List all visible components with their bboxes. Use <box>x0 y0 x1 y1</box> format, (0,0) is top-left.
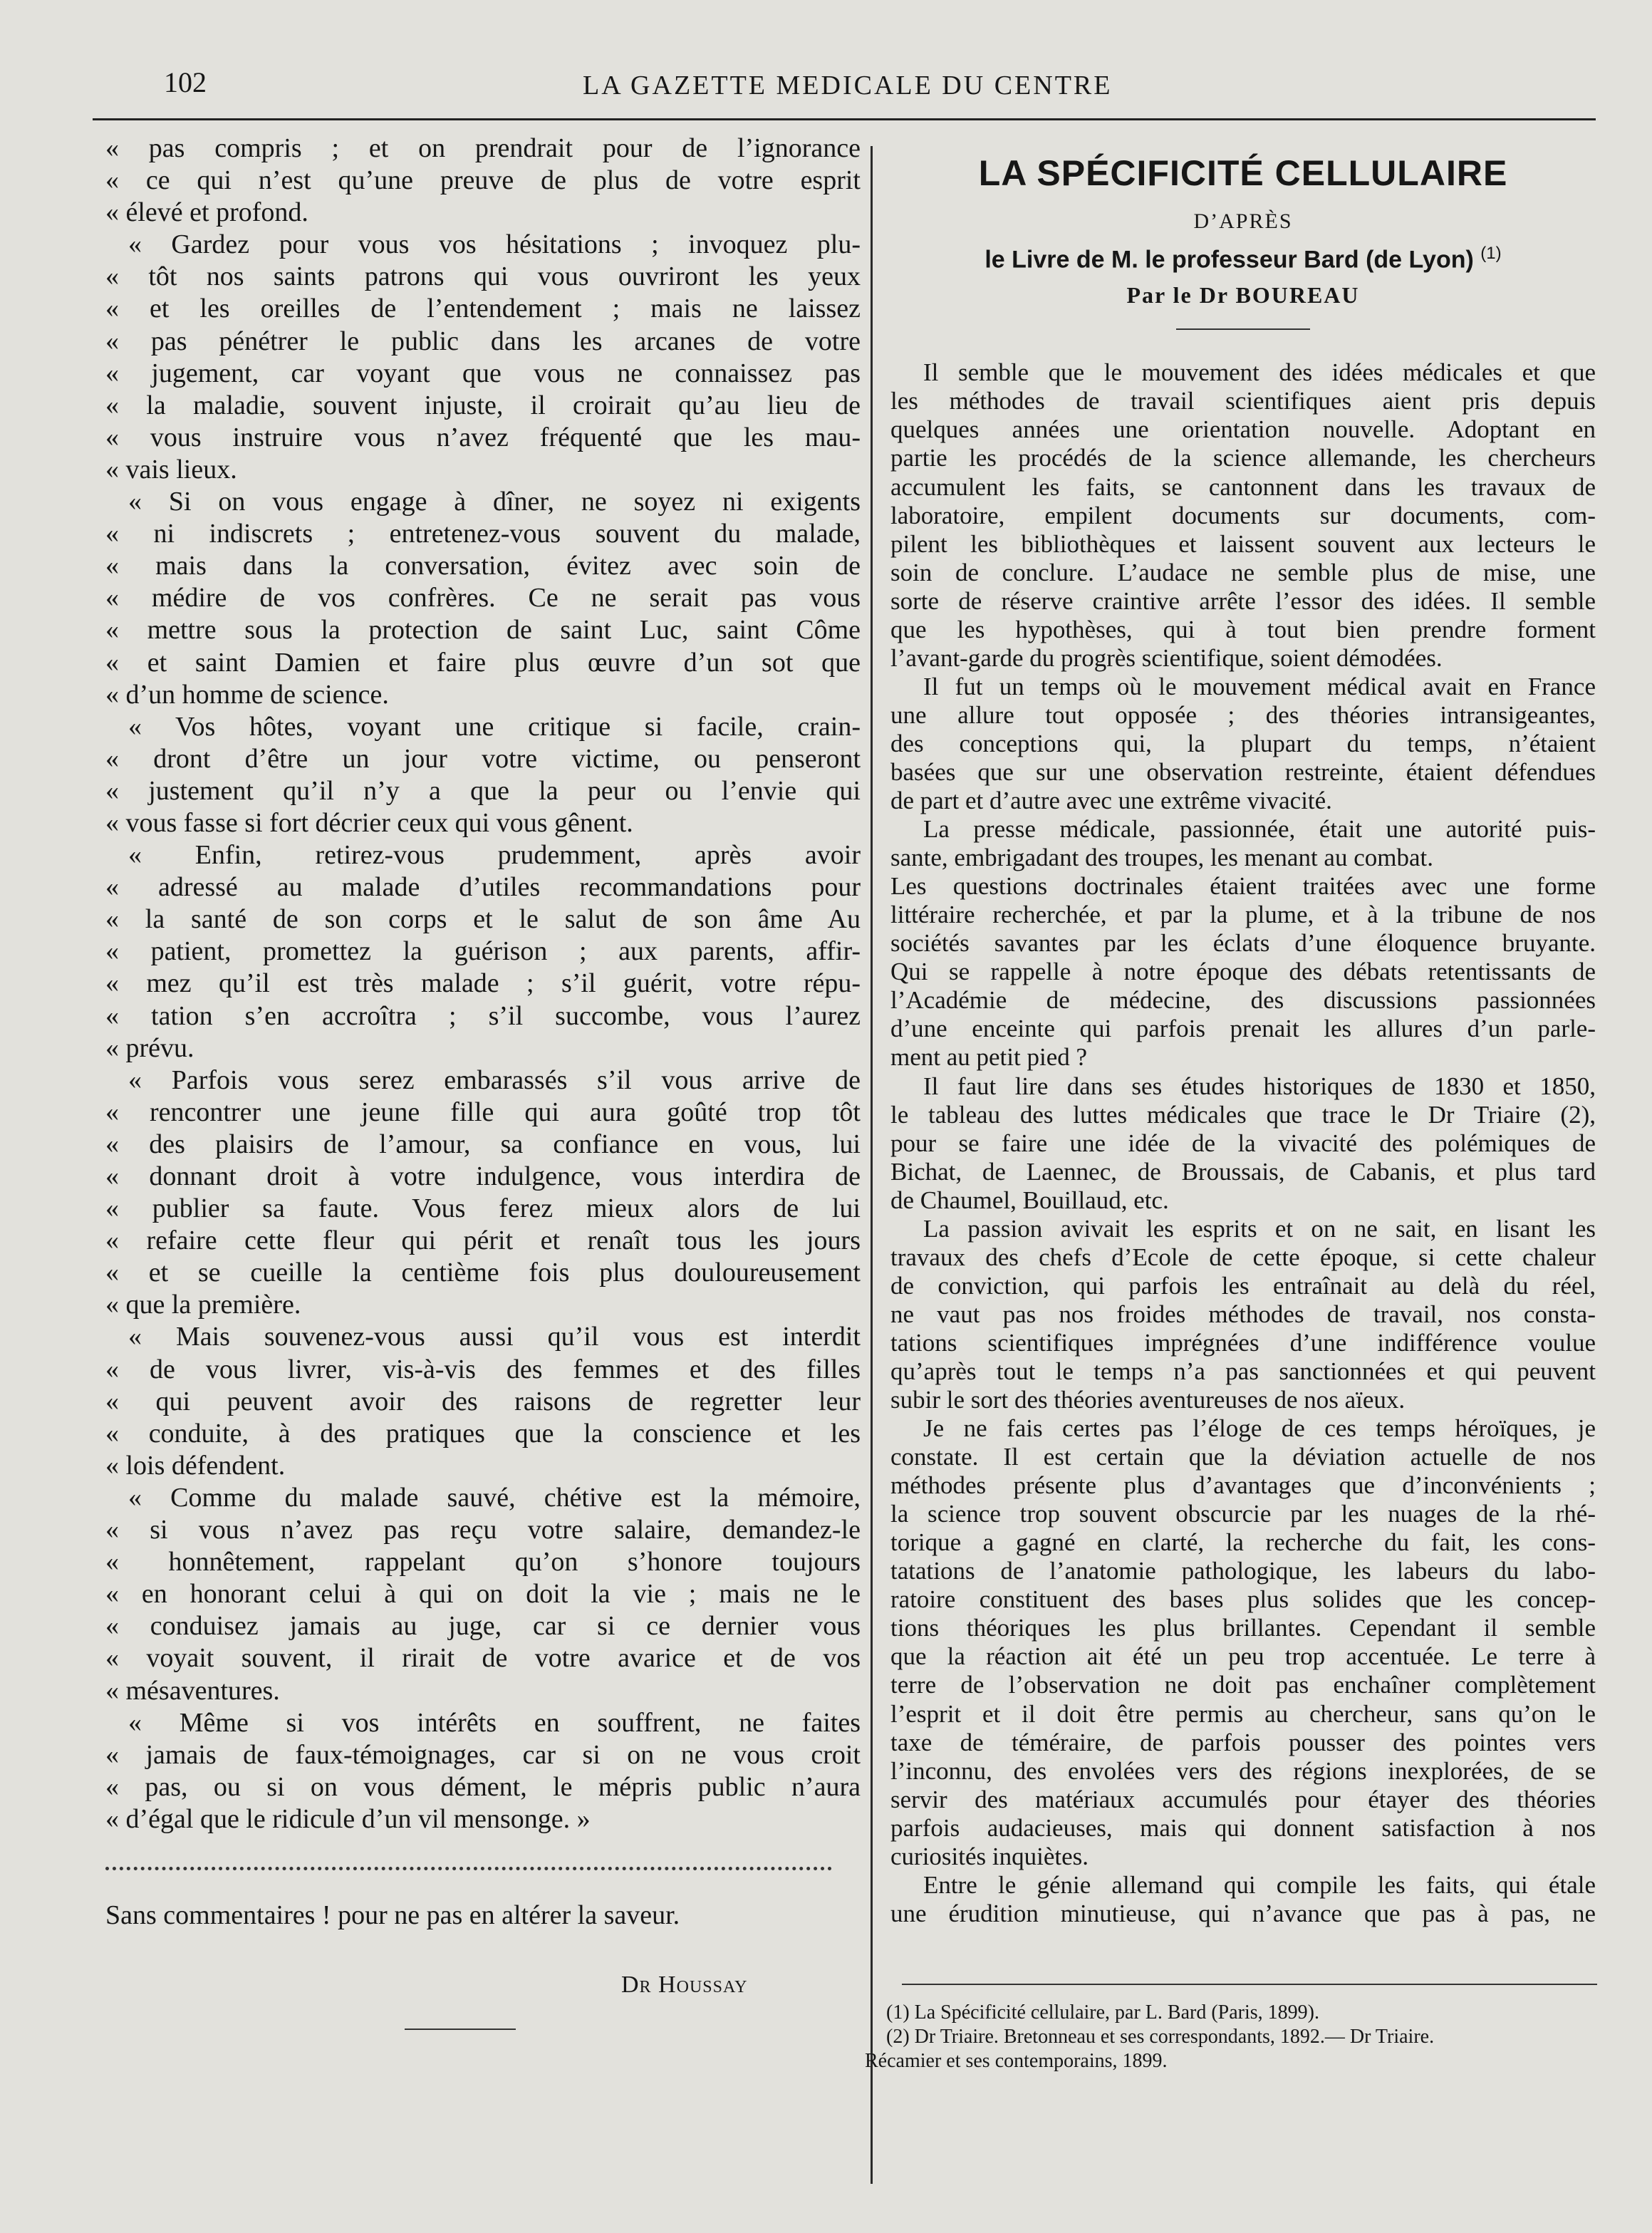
text-line: « Enfin, retirez-vous prudemment, après avoir <box>128 840 861 871</box>
article-dapres: D’APRÈS <box>1193 209 1293 233</box>
text-line: « jamais de faux-témoignages, car si on ne vous croit <box>105 1739 861 1770</box>
text-line: l’inconnu, des envolées vers des régions inexplorées, de se <box>890 1756 1596 1785</box>
text-line: une érudition minutieuse, qui n’avance que pas à pas, ne <box>890 1899 1596 1927</box>
text-line: « mésaventures. <box>105 1675 280 1706</box>
text-line: « la santé de son corps et le salut de son âme Au <box>105 904 861 935</box>
text-line: ratoire constituent des bases plus solides que les concep- <box>890 1585 1596 1614</box>
text-line: travaux des chefs d’Ecole de cette époque, si cette chaleur <box>890 1243 1596 1271</box>
text-line: le tableau des luttes médicales que trace le Dr Triaire (2), <box>890 1100 1596 1129</box>
text-line: « conduisez jamais au juge, car si ce dernier vous <box>105 1611 861 1642</box>
text-line: tatations de l’anatomie pathologique, les labeurs du labo- <box>890 1557 1596 1585</box>
text-line: La presse médicale, passionnée, était une autorité puis- <box>923 815 1596 844</box>
running-head <box>164 66 1596 108</box>
text-line: Je ne fais certes pas l’éloge de ces temps héroïques, je <box>923 1414 1596 1443</box>
text-line: La passion avivait les esprits et on ne sait, en lisant les <box>923 1214 1596 1243</box>
text-line: Bichat, de Laennec, de Broussais, de Cabanis, et plus tard <box>890 1157 1596 1186</box>
text-line: Il fut un temps où le mouvement médical avait en France <box>923 672 1596 700</box>
text-line: « tôt nos saints patrons qui vous ouvriront les yeux <box>105 261 861 292</box>
text-line: soin de conclure. L’audace ne semble plus de mise, une <box>890 558 1596 586</box>
title-rule <box>1176 328 1310 330</box>
text-line: de conviction, qui parfois les entraînait au delà du réel, <box>890 1271 1596 1300</box>
text-line: « élevé et profond. <box>105 197 308 228</box>
text-line: servir des matériaux accumulés pour étayer des théories <box>890 1785 1596 1813</box>
text-line: « vous instruire vous n’avez fréquenté que les mau- <box>105 422 861 452</box>
text-line: pilent les bibliothèques et laissent souvent aux lecteurs le <box>890 529 1596 558</box>
ellipsis-dotted-line <box>105 1845 832 1870</box>
text-line: « et se cueille la centième fois plus douloureusement <box>105 1258 861 1288</box>
text-line: « Parfois vous serez embarassés s’il vous arrive de <box>128 1064 861 1095</box>
article-book-line <box>890 244 1596 274</box>
text-line: « conduite, à des pratiques que la conscience et les <box>105 1418 861 1449</box>
signature-rule <box>405 2029 516 2030</box>
text-line: « publier sa faute. Vous ferez mieux alors de lui <box>105 1193 861 1224</box>
text-line: « ni indiscrets ; entretenez-vous souvent du malade, <box>105 519 861 549</box>
text-line: l’esprit et il doit être permis au chercheur, sans qu’on le <box>890 1699 1596 1728</box>
text-line: « voyait souvent, il rirait de votre avarice et de vos <box>105 1643 861 1674</box>
text-line: « Comme du malade sauvé, chétive est la mémoire, <box>128 1482 861 1513</box>
text-line: tations scientifiques imprégnées d’une indifférence voulue <box>890 1328 1596 1357</box>
text-line: Entre le génie allemand qui compile les faits, qui étale <box>923 1870 1596 1899</box>
text-line: « pas compris ; et on prendrait pour de l’ignorance <box>105 133 861 163</box>
text-line: partie les procédés de la science allemande, les chercheurs <box>890 444 1596 472</box>
text-line: sante, embrigadant des troupes, les menant au combat. <box>890 844 1433 872</box>
text-line: « ce qui n’est qu’une preuve de plus de votre esprit <box>105 165 861 196</box>
text-line: « Si on vous engage à dîner, ne soyez ni exigents <box>128 487 861 517</box>
text-line: Il faut lire dans ses études historiques de 1830 et 1850, <box>923 1072 1596 1100</box>
text-line: ne vaut pas nos froides méthodes de travail, nos consta- <box>890 1300 1596 1328</box>
text-line: « pas pénétrer le public dans les arcanes de votre <box>105 326 861 356</box>
text-line: laboratoire, empilent documents sur documents, com- <box>890 501 1596 529</box>
text-line: Les questions doctrinales étaient traitées avec une forme <box>890 872 1596 901</box>
text-line: sorte de réserve craintive arrête l’essor des idées. Il semble <box>890 586 1596 615</box>
page-number: 102 <box>164 66 207 98</box>
text-line: l’avant-garde du progrès scientifique, soient démodées. <box>890 643 1443 672</box>
text-line: Récamier et ses contemporains, 1899. <box>865 2050 1168 2072</box>
text-line: curiosités inquiètes. <box>890 1842 1089 1870</box>
text-line: « Même si vos intérêts en souffrent, ne faites <box>128 1707 861 1738</box>
editor-comment: Sans commentaires ! pour ne pas en altérer la saveur. <box>105 1900 680 1930</box>
text-line: « lois défendent. <box>105 1450 286 1481</box>
text-line: « Mais souvenez-vous aussi qu’il vous est interdit <box>128 1322 861 1352</box>
text-line: « refaire cette fleur qui périt et renaît tous les jours <box>105 1226 861 1256</box>
text-line: « patient, promettez la guérison ; aux parents, affir- <box>105 936 861 967</box>
text-line: « et saint Damien et faire plus œuvre d’un sot que <box>105 647 861 678</box>
text-line: « justement qu’il n’y a que la peur ou l’envie qui <box>105 775 861 806</box>
text-line: « Vos hôtes, voyant une critique si facile, crain- <box>128 711 861 742</box>
text-line: Il semble que le mouvement des idées médicales et que <box>923 358 1596 387</box>
text-line: « pas, ou si on vous dément, le mépris public n’aura <box>105 1771 861 1802</box>
text-line: des conceptions qui, la plupart du temps, n’étaient <box>890 729 1596 757</box>
text-line: « mais dans la conversation, évitez avec soin de <box>105 551 861 581</box>
text-line: « jugement, car voyant que vous ne connaissez pas <box>105 358 861 388</box>
text-line: (1) La Spécificité cellulaire, par L. Bard (Paris, 1899). <box>886 2001 1319 2024</box>
text-line: « donnant droit à votre indulgence, vous interdira de <box>105 1161 861 1191</box>
text-line: « mettre sous la protection de saint Luc, saint Côme <box>105 615 861 646</box>
footnote-rule <box>902 1984 1597 1985</box>
text-line: « rencontrer une jeune fille qui aura goûté trop tôt <box>105 1097 861 1127</box>
text-line: « qui peuvent avoir des raisons de regretter leur <box>105 1386 861 1416</box>
text-line: les méthodes de travail scientifiques aient pris depuis <box>890 387 1596 415</box>
text-line: une allure tout opposée ; des théories intransigeantes, <box>890 700 1596 729</box>
text-line: Qui se rappelle à notre époque des débats retentissants de <box>890 958 1596 986</box>
text-line: pour se faire une idée de la vivacité des polémiques de <box>890 1129 1596 1157</box>
text-line: subir le sort des théories aventureuses de nos aïeux. <box>890 1386 1406 1414</box>
quoted-advice-text <box>105 133 861 1835</box>
right-column <box>890 143 1596 1928</box>
article-body <box>890 358 1596 1928</box>
footnotes <box>865 2001 1591 2073</box>
text-line: « dront d’être un jour votre victime, ou penseront <box>105 743 861 774</box>
text-line: « vais lieux. <box>105 454 237 485</box>
text-line: « si vous n’avez pas reçu votre salaire, demandez-le <box>105 1515 861 1545</box>
text-line: « honnêtement, rappelant qu’on s’honore toujours <box>105 1547 861 1577</box>
text-line: accumulent les faits, se cantonnent dans les travaux de <box>890 472 1596 501</box>
text-line: « médire de vos confrères. Ce ne serait pas vous <box>105 583 861 613</box>
text-line: de Chaumel, Bouillaud, etc. <box>890 1186 1169 1214</box>
text-line: l’Académie de médecine, des discussions passionnées <box>890 986 1596 1015</box>
text-line: la science trop souvent obscurcie par les nuages de la rhé- <box>890 1500 1596 1528</box>
text-line: qu’après tout le temps n’a pas sanctionnées et qui peuvent <box>890 1357 1596 1385</box>
book-footnote-ref: (1) <box>1480 244 1502 263</box>
text-line: « que la première. <box>105 1290 301 1320</box>
journal-title: LA GAZETTE MEDICALE DU CENTRE <box>583 71 1113 100</box>
text-line: « prévu. <box>105 1032 194 1063</box>
book-line-text: le Livre de M. le professeur Bard (de Lyon) <box>985 246 1474 274</box>
text-line: sociétés savantes par les éclats d’une éloquence bruyante. <box>890 929 1596 958</box>
text-line: « en honorant celui à qui on doit la vie ; mais ne le <box>105 1579 861 1610</box>
text-line: « la maladie, souvent injuste, il croirait qu’au lieu de <box>105 390 861 420</box>
text-line: d’une enceinte qui parfois prenait les allures d’un parle- <box>890 1015 1596 1043</box>
text-line: « Gardez pour vous vos hésitations ; invoquez plu- <box>128 229 861 260</box>
text-line: « d’égal que le ridicule d’un vil mensonge. » <box>105 1803 591 1834</box>
text-line: que la réaction ait été un peu trop accentuée. Le terre à <box>890 1642 1596 1671</box>
text-line: littéraire recherchée, et par la plume, et à la tribune de nos <box>890 901 1596 929</box>
text-line: tions théoriques les plus brillantes. Cependant il semble <box>890 1614 1596 1642</box>
text-line: « et les oreilles de l’entendement ; mais ne laissez <box>105 294 861 324</box>
text-line: torique a gagné en clarté, la recherche du fait, les cons- <box>890 1528 1596 1557</box>
text-line: « des plaisirs de l’amour, sa confiance en vous, lui <box>105 1129 861 1159</box>
article-title: LA SPÉCIFICITÉ CELLULAIRE <box>978 153 1508 193</box>
text-line: « de vous livrer, vis-à-vis des femmes et des filles <box>105 1354 861 1384</box>
column-divider <box>871 146 873 2184</box>
text-line: méthodes présente plus d’avantages que d’inconvénients ; <box>890 1471 1596 1500</box>
text-line: « adressé au malade d’utiles recommandations pour <box>105 872 861 903</box>
left-column <box>105 133 861 2030</box>
text-line: terre de l’observation ne doit pas enchaîner complètement <box>890 1671 1596 1699</box>
article-author: Par le Dr BOUREAU <box>1126 282 1360 309</box>
text-line: quelques années une orientation nouvelle. Adoptant en <box>890 415 1596 444</box>
text-line: « mez qu’il est très malade ; s’il guérit, votre répu- <box>105 968 861 999</box>
text-line: constate. Il est certain que la déviation actuelle de nos <box>890 1443 1596 1471</box>
text-line: parfois audacieuses, mais qui donnent satisfaction à nos <box>890 1813 1596 1842</box>
text-line: taxe de téméraire, de parfois pousser des pointes vers <box>890 1728 1596 1756</box>
text-line: « d’un homme de science. <box>105 679 389 710</box>
header-rule <box>93 118 1596 120</box>
signature: Dr Houssay <box>621 1971 748 1998</box>
text-line: ment au petit pied ? <box>890 1043 1088 1072</box>
text-line: « vous fasse si fort décrier ceux qui vous gênent. <box>105 807 633 838</box>
text-line: « tation s’en accroîtra ; s’il succombe, vous l’aurez <box>105 1000 861 1031</box>
text-line: que les hypothèses, qui à tout bien prendre forment <box>890 615 1596 643</box>
text-line: de part et d’autre avec une extrême vivacité. <box>890 787 1332 815</box>
text-line: basées que sur une observation restreinte, étaient défendues <box>890 757 1596 786</box>
text-line: (2) Dr Triaire. Bretonneau et ses correspondants, 1892.— Dr Triaire. <box>886 2026 1435 2048</box>
